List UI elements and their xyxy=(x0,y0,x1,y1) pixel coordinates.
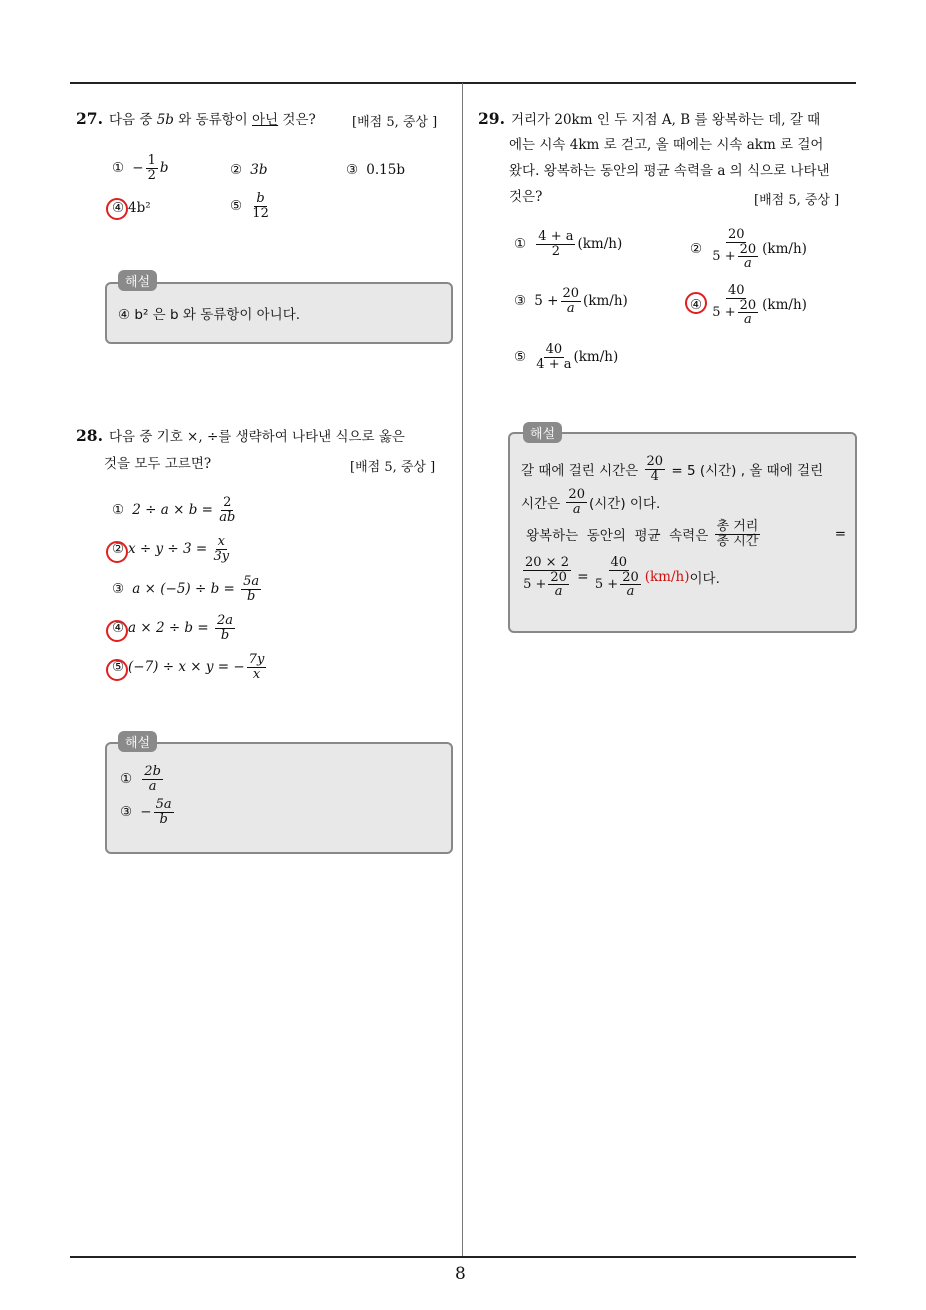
q29-question-line3: 왔다. 왕복하는 동안의 평균 속력을 a 의 식으로 나타낸 xyxy=(509,163,830,179)
q28-solution-item-1: ① $\frac{2b}{a}$ xyxy=(119,764,161,794)
q29-option-2[interactable]: ② 20 5 + $\frac{20}{a}$ (km/h) xyxy=(689,227,807,272)
q29-option-1[interactable]: ① $\frac{4 + a}{2}$ (km/h) xyxy=(513,229,623,259)
q27-question: 27. 다음 중 5b 와 동류항이 아닌 것은? xyxy=(76,109,316,128)
q29-number: 29. xyxy=(478,109,505,128)
q28-question-line2: 것을 모두 고르면? xyxy=(104,456,212,472)
q28-option-2[interactable]: ② x ÷ y ÷ 3 = $\frac{x}{3y}$ xyxy=(111,534,230,564)
q29-solution-unit-highlight: (km/h) xyxy=(644,569,690,586)
top-rule xyxy=(70,82,856,84)
q28-answer-ring-5 xyxy=(106,659,128,681)
q28-solution-item-3: ③ − $\frac{5a}{b}$ xyxy=(119,797,172,827)
q29-solution-line3: 왕복하는 동안의 평균 속력은 $\frac{\text{총 거리}}{\text{총 시간}}$ = xyxy=(526,519,846,549)
q27-underlined-word: 아닌 xyxy=(252,112,279,128)
q28-answer-ring-4 xyxy=(106,620,128,642)
q28-meta: [배점 5, 중상 ] xyxy=(350,460,436,475)
page-number: 8 xyxy=(455,1264,466,1284)
q29-solution-line1: 갈 때에 걸린 시간은 $\frac{20}{4}$ = 5 (시간) , 올 때에 걸린 xyxy=(521,454,824,484)
q27-answer-ring xyxy=(106,198,128,220)
bottom-rule xyxy=(70,1256,856,1258)
q28-option-5[interactable]: ⑤ (−7) ÷ x × y = − $\frac{7y}{x}$ xyxy=(111,652,265,682)
q29-question-line2: 에는 시속 4km 로 걷고, 올 때에는 시속 akm 로 걸어 xyxy=(509,137,824,153)
q28-answer-ring-2 xyxy=(106,541,128,563)
q28-question-line1: 28. 다음 중 기호 ×, ÷를 생략하여 나타낸 식으로 옳은 xyxy=(76,426,405,445)
q29-question-line1: 29. 거리가 20km 인 두 지점 A, B 를 왕복하는 데, 갈 때 xyxy=(478,109,821,128)
q29-option-4[interactable]: ④ 40 5 + $\frac{20}{a}$ (km/h) xyxy=(689,283,807,328)
q27-option-3[interactable]: ③ 0.15b xyxy=(345,162,405,178)
q29-solution-line2: 시간은 $\frac{20}{a}$ (시간) 이다. xyxy=(521,487,661,517)
q27-meta: [배점 5, 중상 ] xyxy=(352,115,438,130)
q27-option-2[interactable]: ② 3b xyxy=(229,162,268,178)
q28-option-3[interactable]: ③ a × (−5) ÷ b = $\frac{5a}{b}$ xyxy=(111,574,260,604)
q27-solution-text: ④ b² 은 b 와 동류항이 아니다. xyxy=(118,307,301,323)
q27-option-1[interactable]: ① − $\frac{1}{2}$ b xyxy=(111,153,169,183)
q28-solution-label: 해설 xyxy=(118,731,157,752)
q27-solution-label: 해설 xyxy=(118,270,157,291)
q29-question-line4: 것은? xyxy=(509,189,543,205)
q29-option-5[interactable]: ⑤ $\frac{40}{4 + a}$ (km/h) xyxy=(513,342,619,372)
q27-option-5[interactable]: ⑤ $\frac{b}{12}$ xyxy=(229,191,269,221)
q27-option-4[interactable]: ④ 4b² xyxy=(111,200,151,216)
q29-meta: [배점 5, 중상 ] xyxy=(754,193,840,208)
q28-option-4[interactable]: ④ a × 2 ÷ b = $\frac{2a}{b}$ xyxy=(111,613,233,643)
q28-number: 28. xyxy=(76,426,103,445)
q29-answer-ring xyxy=(685,292,707,314)
q28-option-1[interactable]: ① 2 ÷ a × b = $\frac{2}{ab}$ xyxy=(111,495,236,525)
q29-solution-line4: 20 × 2 5 + $\frac{20}{a}$ = 40 5 + $\frac{20}{a}$ (km/h) 이다. xyxy=(523,555,720,600)
column-divider xyxy=(462,83,463,1258)
q29-solution-label: 해설 xyxy=(523,422,562,443)
q29-option-3[interactable]: ③ 5 + $\frac{20}{a}$ (km/h) xyxy=(513,286,628,316)
q27-number: 27. xyxy=(76,109,103,128)
